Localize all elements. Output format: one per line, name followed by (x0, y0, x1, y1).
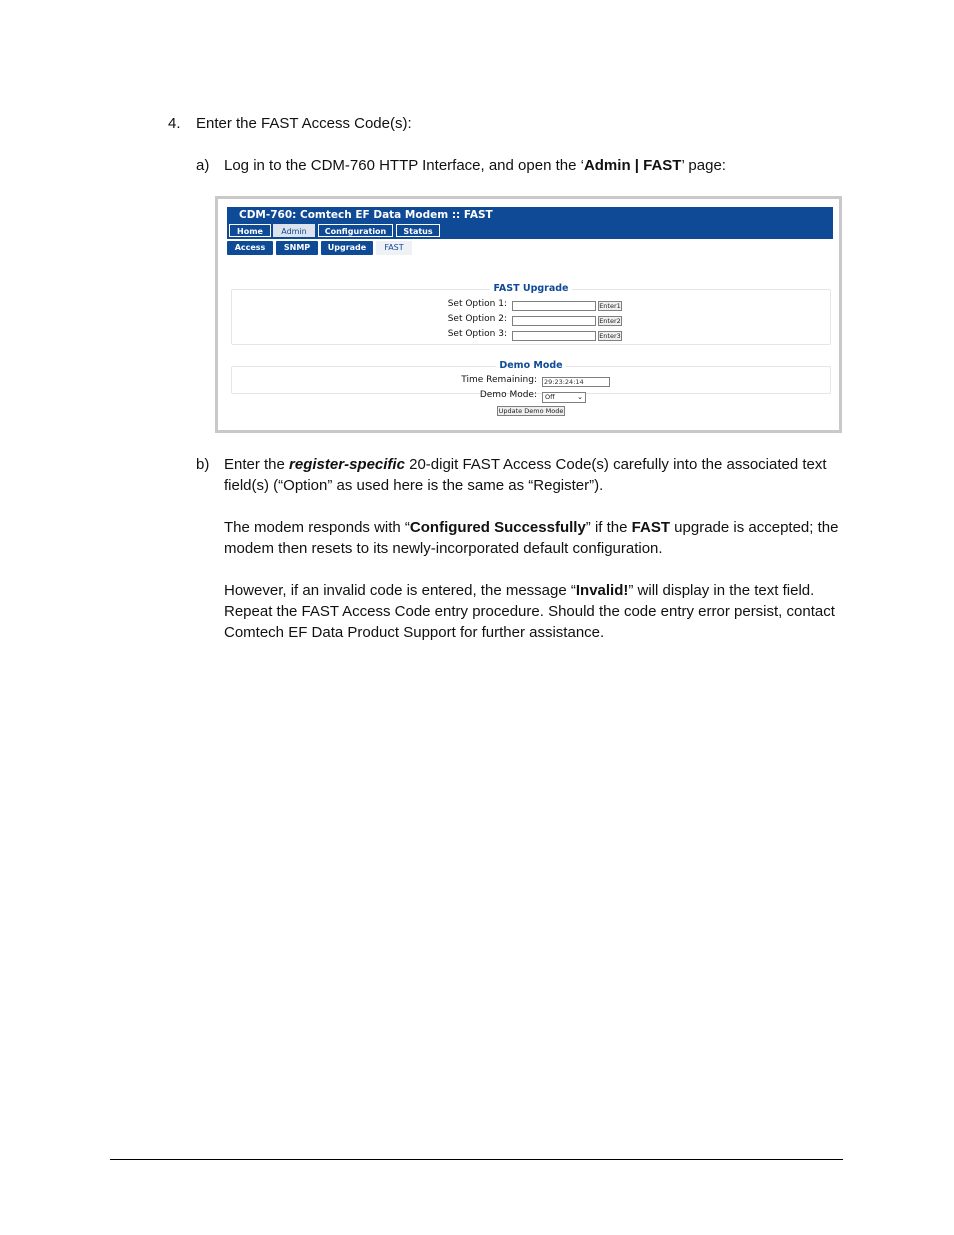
p3-text-2: ” will display in the text field. Repeat the FAST Access Code entry procedure. Should the code entry error persist, contact Comtech EF Data Product Support for further assistance. (224, 582, 835, 641)
step-b-paragraph-3 (224, 580, 846, 643)
footer-rule (110, 1159, 843, 1160)
step-b-paragraph-2 (224, 517, 846, 559)
time-remaining-label: Time Remaining: (461, 375, 537, 385)
demo-mode-fieldset (231, 360, 831, 401)
p2-text-3: upgrade is accepted; the modem then resets to its newly-incorporated default configuration. (224, 519, 839, 557)
option-row (232, 329, 830, 342)
step-4 (168, 113, 412, 134)
option-row (232, 299, 830, 312)
enter-2-button[interactable]: Enter2 (599, 317, 621, 325)
step-a-text-before: Log in to the CDM-760 HTTP Interface, and open the ‘ (224, 157, 584, 174)
tab-status[interactable]: Status (396, 224, 440, 237)
option-label: Set Option 1: (447, 299, 507, 309)
p1-text-2: 20-digit FAST Access Code(s) carefully into the associated text field(s) (“Option” as used here is the same as “Register”). (224, 456, 827, 494)
tab-admin[interactable]: Admin (273, 224, 315, 237)
enter-1-button[interactable]: Enter1 (599, 302, 621, 310)
fast-page-screenshot (215, 196, 842, 433)
option-label: Set Option 2: (447, 314, 507, 324)
tab-configuration[interactable]: Configuration (318, 224, 393, 237)
demo-mode-legend (232, 360, 830, 371)
demo-mode-row (232, 390, 830, 403)
option-label: Set Option 3: (447, 329, 507, 339)
p3-text-1: However, if an invalid code is entered, the message “ (224, 582, 576, 599)
time-remaining-row (232, 375, 830, 388)
option-3-input[interactable] (512, 331, 596, 341)
step-a-marker: a) (196, 157, 210, 174)
step-a-text (224, 155, 726, 176)
demo-mode-select[interactable] (542, 392, 586, 403)
window-title: CDM-760: Comtech EF Data Modem :: FAST (227, 207, 833, 223)
p2-text-2: ” if the (585, 519, 632, 536)
tab-home[interactable]: Home (229, 224, 271, 237)
step-b (196, 454, 846, 643)
step-b-paragraph-1 (224, 454, 846, 496)
time-remaining-field[interactable]: 29:23:24:14 (542, 377, 610, 387)
subtab-fast[interactable]: FAST (376, 241, 412, 255)
update-demo-mode-button[interactable]: Update Demo Mode (498, 407, 564, 415)
fast-upgrade-legend-text: FAST Upgrade (490, 283, 571, 294)
demo-mode-legend-text: Demo Mode (496, 360, 565, 371)
p3-bold-1: Invalid! (575, 582, 629, 599)
chevron-down-icon: ⌄ (577, 393, 583, 401)
p1-bold-italic: register-specific (289, 456, 405, 473)
subtab-access[interactable]: Access (227, 241, 273, 255)
step-b-marker: b) (196, 456, 210, 473)
subtab-snmp[interactable]: SNMP (276, 241, 318, 255)
subtab-upgrade[interactable]: Upgrade (321, 241, 373, 255)
demo-mode-select-value: Off (545, 393, 555, 401)
step-a (196, 155, 726, 176)
p2-text-1: The modem responds with “ (224, 519, 410, 536)
step-4-text: Enter the FAST Access Code(s): (196, 115, 412, 132)
option-1-input[interactable] (512, 301, 596, 311)
fast-upgrade-fieldset (231, 283, 831, 345)
step-a-text-after: ’ page: (681, 157, 726, 174)
main-nav (227, 223, 833, 239)
option-2-input[interactable] (512, 316, 596, 326)
fast-upgrade-legend (232, 283, 830, 294)
option-row (232, 314, 830, 327)
step-4-number: 4. (168, 115, 181, 132)
p2-bold-2: FAST (631, 519, 670, 536)
enter-3-button[interactable]: Enter3 (599, 332, 621, 340)
p2-bold-1: Configured Successfully (409, 519, 586, 536)
p1-text-1: Enter the (224, 456, 290, 473)
demo-mode-label: Demo Mode: (479, 390, 537, 400)
step-a-bold: Admin | FAST (583, 157, 682, 174)
